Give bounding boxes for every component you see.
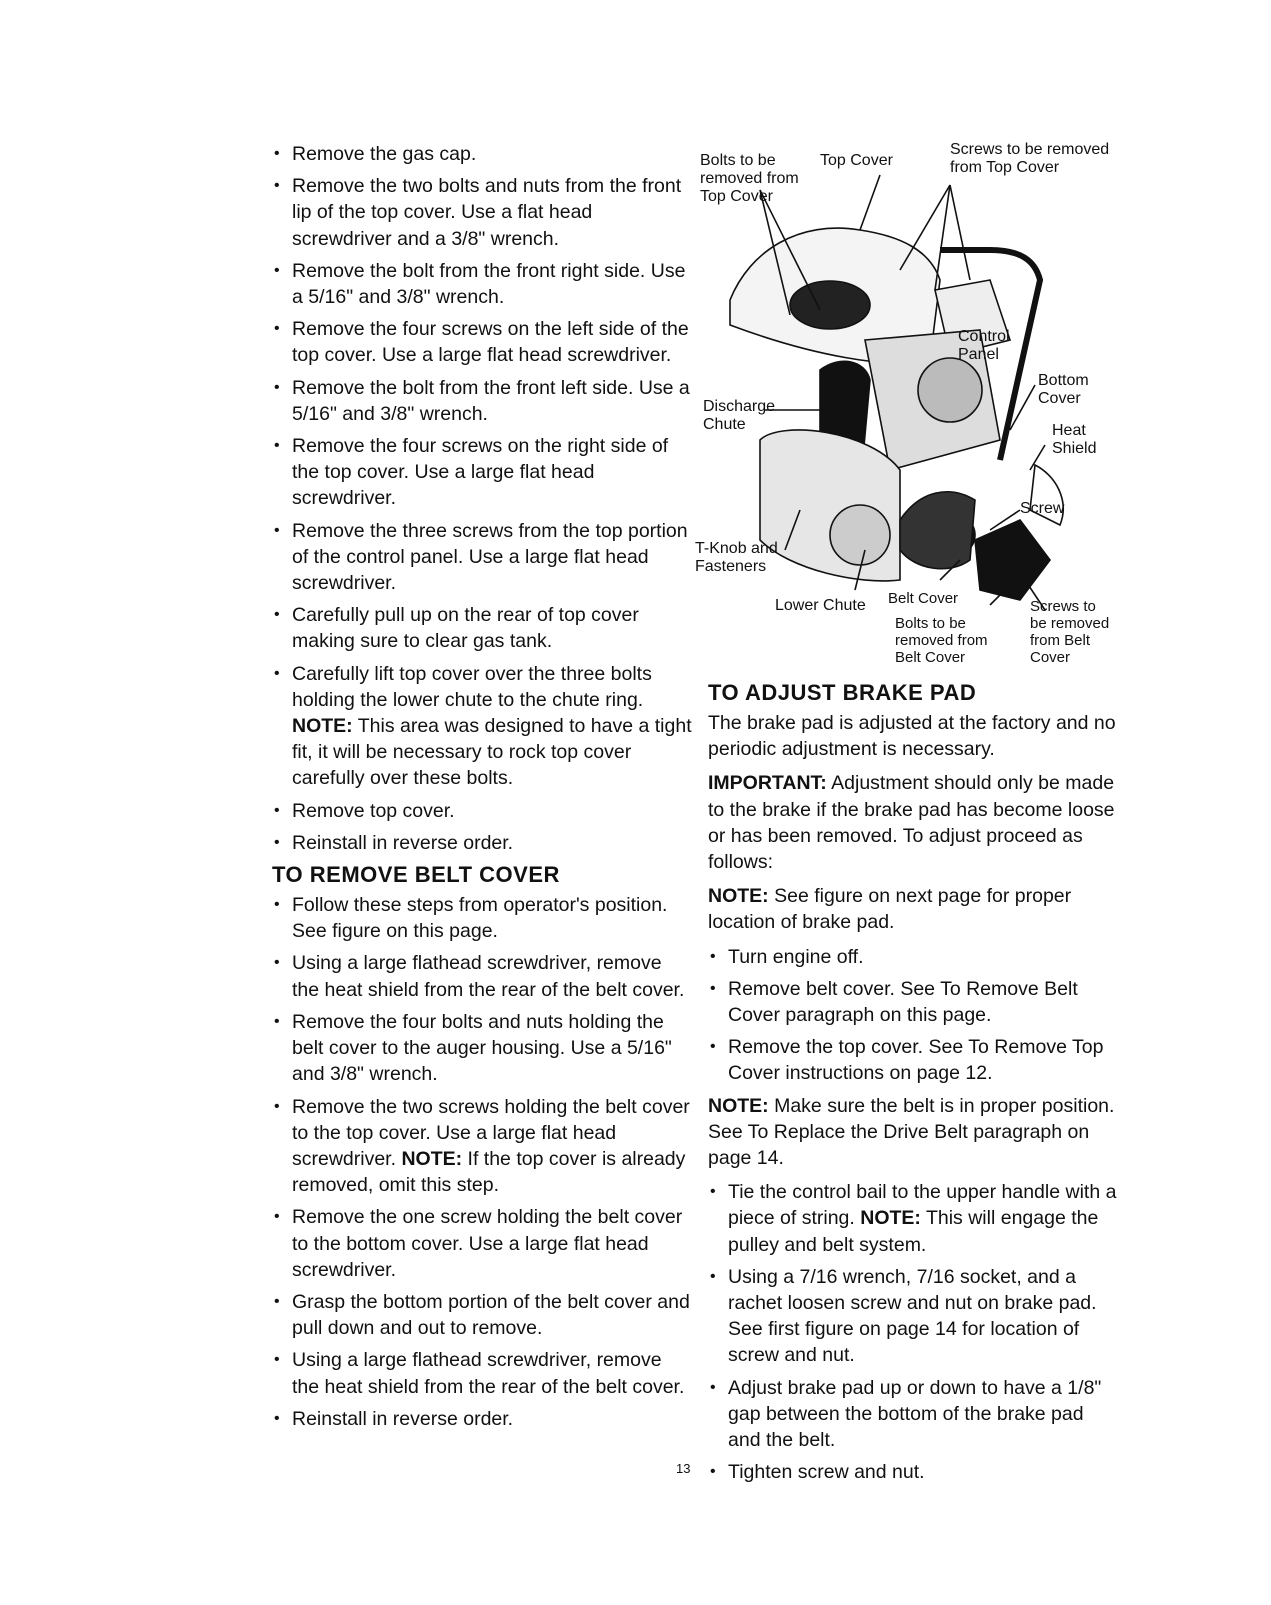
paragraph-important: [708, 770, 1118, 875]
label-control-panel: Control Panel: [958, 328, 1010, 363]
list-item: • Remove the two bolts and nuts from the front lip of the top cover. Use a flat head screwdriver and a 3/8" wrench.: [272, 173, 692, 252]
list-item: • Adjust brake pad up or down to have a 1/8" gap between the bottom of the brake pad and the belt.: [708, 1375, 1118, 1454]
note-label: NOTE:: [708, 1094, 769, 1117]
list-item: • Remove the gas cap.: [272, 141, 692, 167]
paragraph-note-figure: [708, 883, 1118, 935]
list-item-lift-top-cover: [272, 661, 692, 792]
list-item: • Remove the top cover. See To Remove Top Cover instructions on page 12.: [708, 1034, 1118, 1086]
list-item: • Using a large flathead screwdriver, remove the heat shield from the rear of the belt cover.: [272, 950, 692, 1002]
top-cover-steps: [272, 141, 692, 856]
note-text: See figure on next page for proper location of brake pad.: [708, 885, 1072, 934]
list-item: • Remove the four screws on the right side of the top cover. Use a large flat head screwdriver.: [272, 433, 692, 512]
note-text: This area was designed to have a tight fit, it will be necessary to rock top cover carefully over these bolts.: [292, 715, 692, 790]
paragraph-factory-adjusted: The brake pad is adjusted at the factory and no periodic adjustment is necessary.: [708, 712, 1116, 761]
label-tknob-fasteners: T-Knob and Fasteners: [695, 540, 778, 575]
step-text: Carefully lift top cover over the three bolts holding the lower chute to the chute ring.: [292, 662, 652, 711]
section-heading-adjust-brake-pad: TO ADJUST BRAKE PAD: [708, 680, 977, 705]
list-item: • Follow these steps from operator's position. See figure on this page.: [272, 892, 692, 944]
list-item: • Remove the four bolts and nuts holding the belt cover to the auger housing. Use a 5/16" and 3/8" wrench.: [272, 1009, 692, 1088]
label-screw: Screw: [1020, 500, 1065, 517]
list-item: • Tighten screw and nut.: [708, 1459, 1118, 1485]
list-item: • Turn engine off.: [708, 944, 1118, 970]
list-item: • Remove the bolt from the front left side. Use a 5/16" and 3/8" wrench.: [272, 375, 692, 427]
list-item: • Remove belt cover. See To Remove Belt Cover paragraph on this page.: [708, 976, 1118, 1028]
step-text: Tie the control bail to the upper handle with a piece of string.: [728, 1181, 1117, 1230]
list-item-remove-screws: [272, 1094, 692, 1199]
label-discharge-chute: Discharge Chute: [703, 398, 776, 433]
list-item: • Carefully pull up on the rear of top cover making sure to clear gas tank.: [272, 602, 692, 654]
page-number: 13: [676, 1461, 691, 1476]
label-bolts-belt-cover: Bolts to be removed from Belt Cover: [895, 615, 988, 666]
left-column: [272, 141, 692, 1438]
important-label: IMPORTANT:: [708, 772, 827, 795]
right-column: [708, 676, 1118, 1491]
label-bottom-cover: Bottom Cover: [1038, 372, 1089, 407]
list-item: • Remove top cover.: [272, 798, 692, 824]
label-belt-cover: Belt Cover: [888, 590, 959, 607]
label-top-cover: Top Cover: [820, 152, 893, 169]
label-screws-belt-cover: Screws to be removed from Belt Cover: [1030, 598, 1110, 666]
paragraph-note-belt-position: [708, 1093, 1118, 1172]
list-item: • Remove the four screws on the left side of the top cover. Use a large flat head screwdriver.: [272, 316, 692, 368]
note-label: NOTE:: [401, 1147, 463, 1170]
label-lower-chute: Lower Chute: [775, 597, 866, 614]
note-text: This will engage the pulley and belt system.: [728, 1207, 1099, 1256]
note-text: If the top cover is already removed, omit this step.: [292, 1147, 686, 1197]
brake-steps-a: [708, 944, 1118, 1087]
belt-cover-steps: [272, 892, 692, 1432]
step-text: Remove the two screws holding the belt cover to the top cover. Use a large flat head screwdriver.: [292, 1095, 690, 1170]
label-screws-top-cover: Screws to be removed from Top Cover: [950, 141, 1110, 176]
list-item: • Reinstall in reverse order.: [272, 830, 692, 856]
list-item: • Using a 7/16 wrench, 7/16 socket, and a rachet loosen screw and nut on brake pad. See first figure on page 14 for location of screw and nut.: [708, 1264, 1118, 1369]
list-item: • Using a large flathead screwdriver, remove the heat shield from the rear of the belt cover.: [272, 1347, 692, 1399]
section-heading-remove-belt-cover: TO REMOVE BELT COVER: [272, 862, 560, 888]
label-heat-shield: Heat Shield: [1052, 422, 1097, 457]
list-item: • Remove the bolt from the front right side. Use a 5/16" and 3/8" wrench.: [272, 258, 692, 310]
list-item: • Remove the one screw holding the belt cover to the bottom cover. Use a large flat head screwdriver.: [272, 1204, 692, 1283]
brake-steps-b: [708, 1179, 1118, 1485]
label-bolts-top-cover: Bolts to be removed from Top Cover: [700, 152, 799, 205]
note-label: NOTE:: [860, 1207, 921, 1230]
list-item-tie-control-bail: [708, 1179, 1118, 1258]
snowblower-figure: [690, 140, 1110, 680]
important-text: Adjustment should only be made to the brake if the brake pad has become loose or has been removed. To adjust proceed as follows:: [708, 772, 1115, 874]
list-item: • Remove the three screws from the top portion of the control panel. Use a large flat head screwdriver.: [272, 518, 692, 597]
note-label: NOTE:: [292, 715, 353, 738]
list-item: • Reinstall in reverse order.: [272, 1406, 692, 1432]
note-text: Make sure the belt is in proper position. See To Replace the Drive Belt paragraph on page 14.: [708, 1094, 1115, 1170]
list-item: • Grasp the bottom portion of the belt cover and pull down and out to remove.: [272, 1289, 692, 1341]
note-label: NOTE:: [708, 885, 769, 908]
